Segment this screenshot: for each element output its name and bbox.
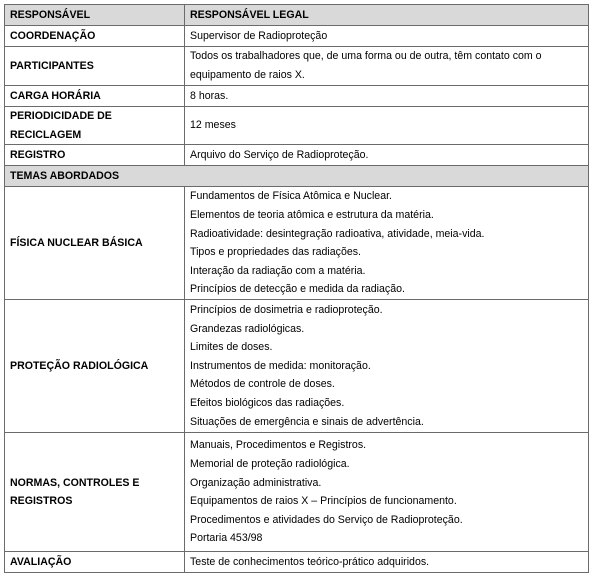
row-label-registro: REGISTRO [5, 145, 185, 166]
row-value-coordenacao: Supervisor de Radioproteção [185, 26, 589, 47]
topic-item: Procedimentos e atividades do Serviço de Radioproteção. [190, 513, 463, 526]
value-line: Todos os trabalhadores que, de uma forma ou de outra, têm contato com o [190, 50, 542, 63]
table-row [5, 552, 589, 573]
topic-label-line: NORMAS, CONTROLES E [10, 476, 140, 489]
row-value-periodicidade: 12 meses [185, 107, 589, 145]
topic-row [5, 300, 589, 433]
topic-item: Princípios de detecção e medida da radiação. [190, 283, 405, 296]
topic-item: Fundamentos de Física Atômica e Nuclear. [190, 190, 392, 203]
topic-item: Efeitos biológicos das radiações. [190, 397, 345, 410]
topic-item: Princípios de dosimetria e radioproteção. [190, 304, 383, 317]
topic-item: Portaria 453/98 [190, 532, 263, 545]
topic-item: Grandezas radiológicas. [190, 322, 305, 335]
topic-item: Situações de emergência e sinais de advertência. [190, 415, 424, 428]
topic-label-line: REGISTROS [10, 495, 73, 508]
topic-row [5, 187, 589, 300]
row-value-participantes [185, 47, 589, 86]
row-value-avaliacao: Teste de conhecimentos teórico-prático adquiridos. [185, 552, 589, 573]
topic-item: Organização administrativa. [190, 476, 322, 489]
row-label-avaliacao: AVALIAÇÃO [5, 552, 185, 573]
topic-label-normas [5, 433, 185, 552]
table-row [5, 107, 589, 145]
topic-item: Limites de doses. [190, 341, 273, 354]
topic-row [5, 433, 589, 552]
topic-item: Interação da radiação com a matéria. [190, 264, 366, 277]
topic-item: Manuais, Procedimentos e Registros. [190, 439, 367, 452]
section-row [5, 166, 589, 187]
header-responsavel: RESPONSÁVEL [5, 5, 185, 26]
topic-items-fisica [185, 187, 589, 300]
topic-item: Tipos e propriedades das radiações. [190, 246, 361, 259]
header-responsavel-legal: RESPONSÁVEL LEGAL [185, 5, 589, 26]
table-row [5, 47, 589, 86]
topic-item: Equipamentos de raios X – Princípios de funcionamento. [190, 495, 457, 508]
table-row [5, 145, 589, 166]
topic-label-protecao: PROTEÇÃO RADIOLÓGICA [5, 300, 185, 433]
topic-item: Instrumentos de medida: monitoração. [190, 359, 371, 372]
row-label-periodicidade: PERIODICIDADE DE RECICLAGEM [5, 107, 185, 145]
topic-item: Métodos de controle de doses. [190, 378, 335, 391]
topic-items-normas [185, 433, 589, 552]
topic-item: Memorial de proteção radiológica. [190, 458, 350, 470]
topic-items-protecao [185, 300, 589, 433]
topic-item: Radioatividade: desintegração radioativa, atividade, meia-vida. [190, 227, 485, 240]
topic-item: Elementos de teoria atômica e estrutura da matéria. [190, 209, 434, 221]
table-row [5, 26, 589, 47]
table-header-row [5, 5, 589, 26]
topic-label-fisica: FÍSICA NUCLEAR BÁSICA [5, 187, 185, 300]
row-value-registro: Arquivo do Serviço de Radioproteção. [185, 145, 589, 166]
training-table [4, 4, 589, 573]
section-title-temas: TEMAS ABORDADOS [5, 166, 589, 187]
row-label-coordenacao: COORDENAÇÃO [5, 26, 185, 47]
row-label-participantes: PARTICIPANTES [5, 47, 185, 86]
value-line: equipamento de raios X. [190, 69, 305, 81]
table-row [5, 86, 589, 107]
row-value-carga-horaria: 8 horas. [185, 86, 589, 107]
row-label-carga-horaria: CARGA HORÁRIA [5, 86, 185, 107]
